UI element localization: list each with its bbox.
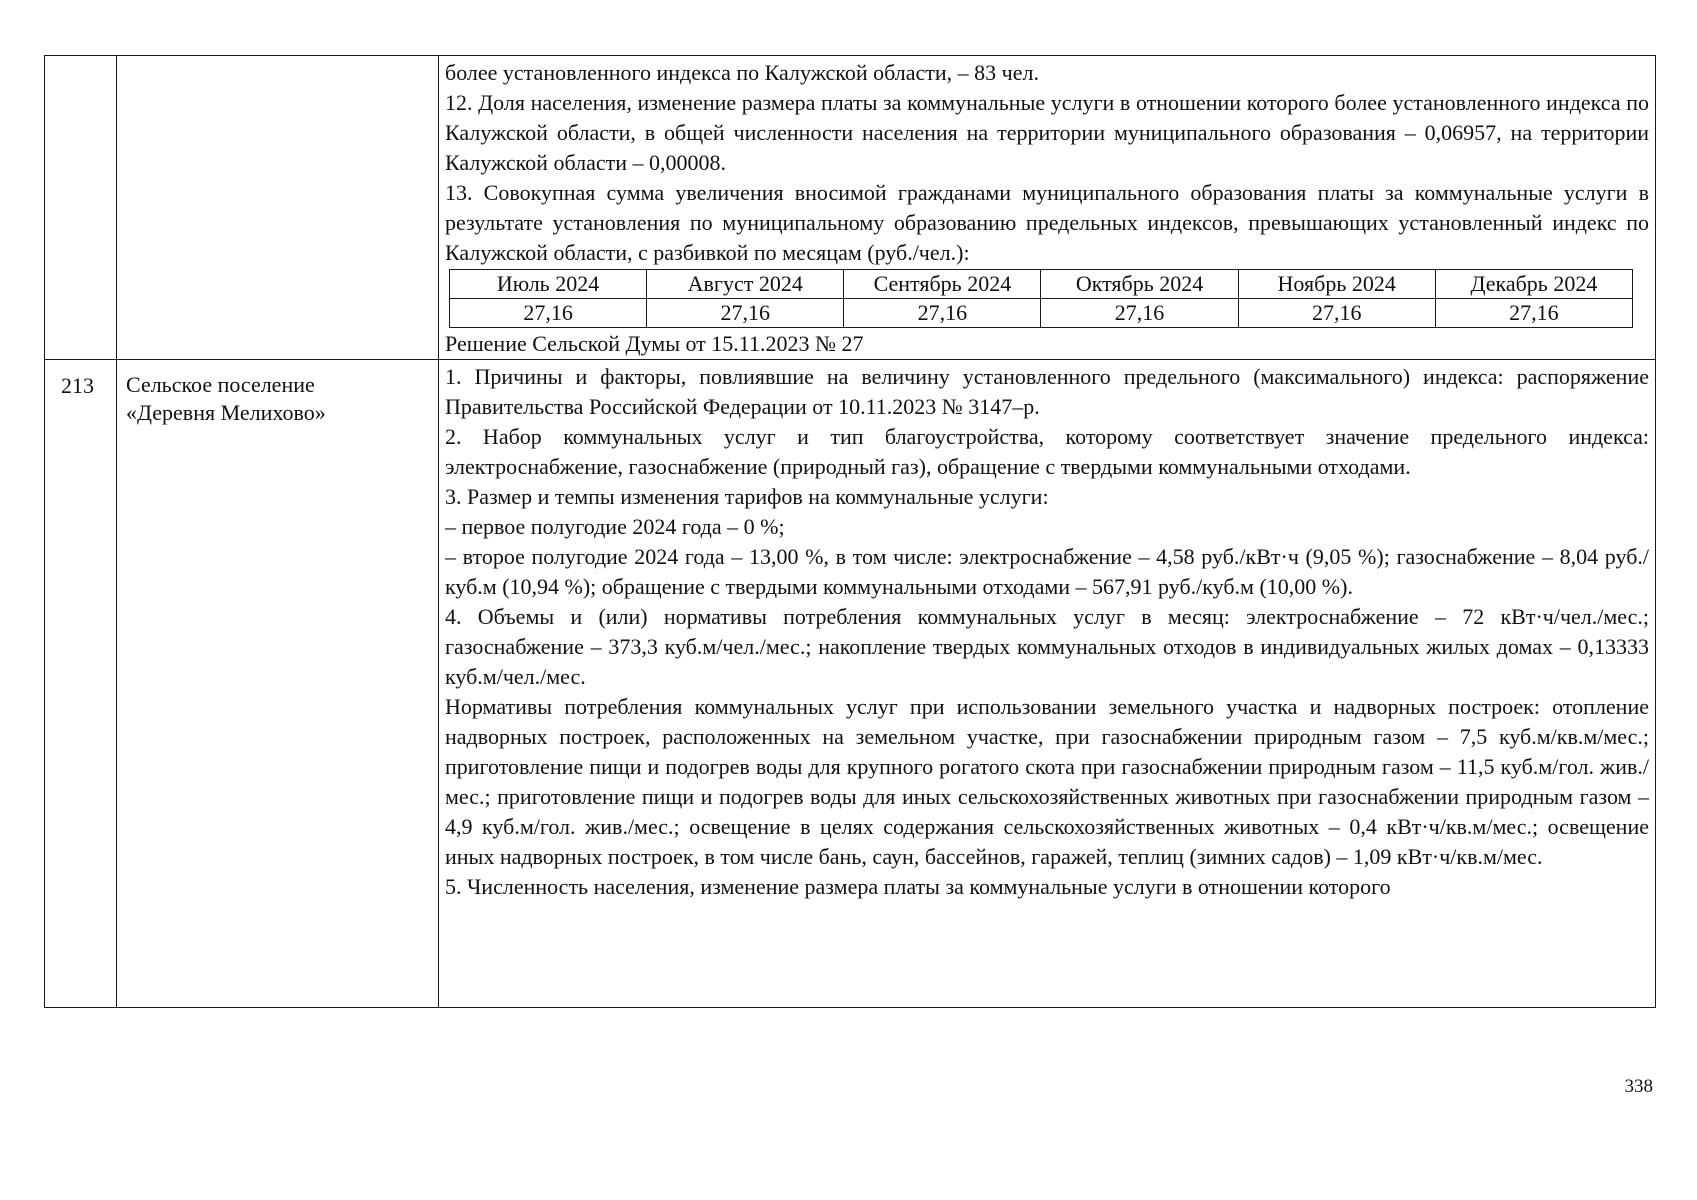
municipality-name-line1: Сельское поселение [126, 372, 315, 397]
details-cell [439, 360, 1656, 1008]
month-value: 27,16 [1238, 299, 1435, 328]
month-value: 27,16 [1041, 299, 1238, 328]
month-value: 27,16 [1435, 299, 1632, 328]
paragraph-3-first-half: – первое полугодие 2024 года – 0 %; [445, 514, 785, 539]
paragraph-4-norms: Нормативы потребления коммунальных услуг при использовании земельного участка и надворных построек: отопление надворных построек, расположенных на земельном участке, при газоснабжении природным газом – 7,5 куб.м/кв.м/мес.; приготовление пищи и подогрев воды для крупного рогатого скота при газоснабжении природным газом – 11,5 куб.м/гол. жив./мес.; приготовление пищи и подогрев воды для иных сельскохозяйственных животных при газоснабжении природным газом – 4,9 куб.м/гол. жив./мес.; освещение в целях содержания сельскохозяйственных животных – 0,4 кВт·ч/кв.м/мес.; освещение иных надворных построек, в том числе бань, саун, бассейнов, гаражей, теплиц (зимних садов) – 1,09 кВт·ч/кв.м/мес. [445, 694, 1649, 869]
table-row-213 [45, 360, 1656, 1008]
paragraph-11-end: более установленного индекса по Калужской области, – 83 чел. [445, 60, 1039, 85]
month-header: Август 2024 [647, 270, 844, 299]
monthly-increase-table [449, 269, 1633, 328]
months-header-row [450, 270, 1633, 299]
month-header: Ноябрь 2024 [1238, 270, 1435, 299]
details-cell [439, 56, 1656, 360]
month-value: 27,16 [647, 299, 844, 328]
row-number: 213 [61, 373, 94, 398]
paragraph-4: 4. Объемы и (или) нормативы потребления коммунальных услуг в месяц: электроснабжение – 72 кВт·ч/чел./мес.; газоснабжение – 373,3 куб.м/чел./мес.; накопление твердых коммунальных отходов в индивидуальных жилых домах – 0,13333 куб.м/чел./мес. [445, 604, 1649, 689]
paragraph-13: 13. Совокупная сумма увеличения вносимой гражданами муниципального образования платы за коммунальные услуги в результате установления по муниципальному образованию предельных индексов, превышающих установленный индекс по Калужской области, с разбивкой по месяцам (руб./чел.): [445, 180, 1649, 265]
paragraph-3-second-half: – второе полугодие 2024 года – 13,00 %, в том числе: электроснабжение – 4,58 руб./кВт·ч (9,05 %); газоснабжение – 8,04 руб./куб.м (10,94 %); обращение с твердыми коммунальными отходами – 567,91 руб./куб.м (10,00 %). [445, 544, 1649, 599]
paragraph-3: 3. Размер и темпы изменения тарифов на коммунальные услуги: [445, 484, 1049, 509]
municipality-name-line2: «Деревня Мелихово» [126, 400, 326, 425]
paragraph-12: 12. Доля населения, изменение размера платы за коммунальные услуги в отношении которого более установленного индекса по Калужской области, в общей численности населения на территории муниципального образования – 0,06957, на территории Калужской области – 0,00008. [445, 90, 1649, 175]
page-number: 338 [1624, 1076, 1653, 1097]
paragraph-2: 2. Набор коммунальных услуг и тип благоустройства, которому соответствует значение предельного индекса: электроснабжение, газоснабжение (природный газ), обращение с твердыми коммунальными отходами. [445, 424, 1649, 479]
decision-reference: Решение Сельской Думы от 15.11.2023 № 27 [445, 331, 864, 356]
table-row-continued [45, 56, 1656, 360]
month-header: Июль 2024 [450, 270, 647, 299]
paragraph-1: 1. Причины и факторы, повлиявшие на величину установленного предельного (максимального) индекса: распоряжение Правительства Российской Федерации от 10.11.2023 № 3147–р. [445, 364, 1649, 419]
months-value-row [450, 299, 1633, 328]
row-number-cell [45, 360, 117, 1008]
municipal-index-table [44, 55, 1656, 1008]
municipality-name-cell [117, 360, 439, 1008]
month-value: 27,16 [844, 299, 1041, 328]
month-header: Декабрь 2024 [1435, 270, 1632, 299]
municipality-name-cell [117, 56, 439, 360]
month-header: Сентябрь 2024 [844, 270, 1041, 299]
paragraph-5-start: 5. Численность населения, изменение размера платы за коммунальные услуги в отношении которого [445, 874, 1391, 899]
month-header: Октябрь 2024 [1041, 270, 1238, 299]
month-value: 27,16 [450, 299, 647, 328]
row-number-cell [45, 56, 117, 360]
